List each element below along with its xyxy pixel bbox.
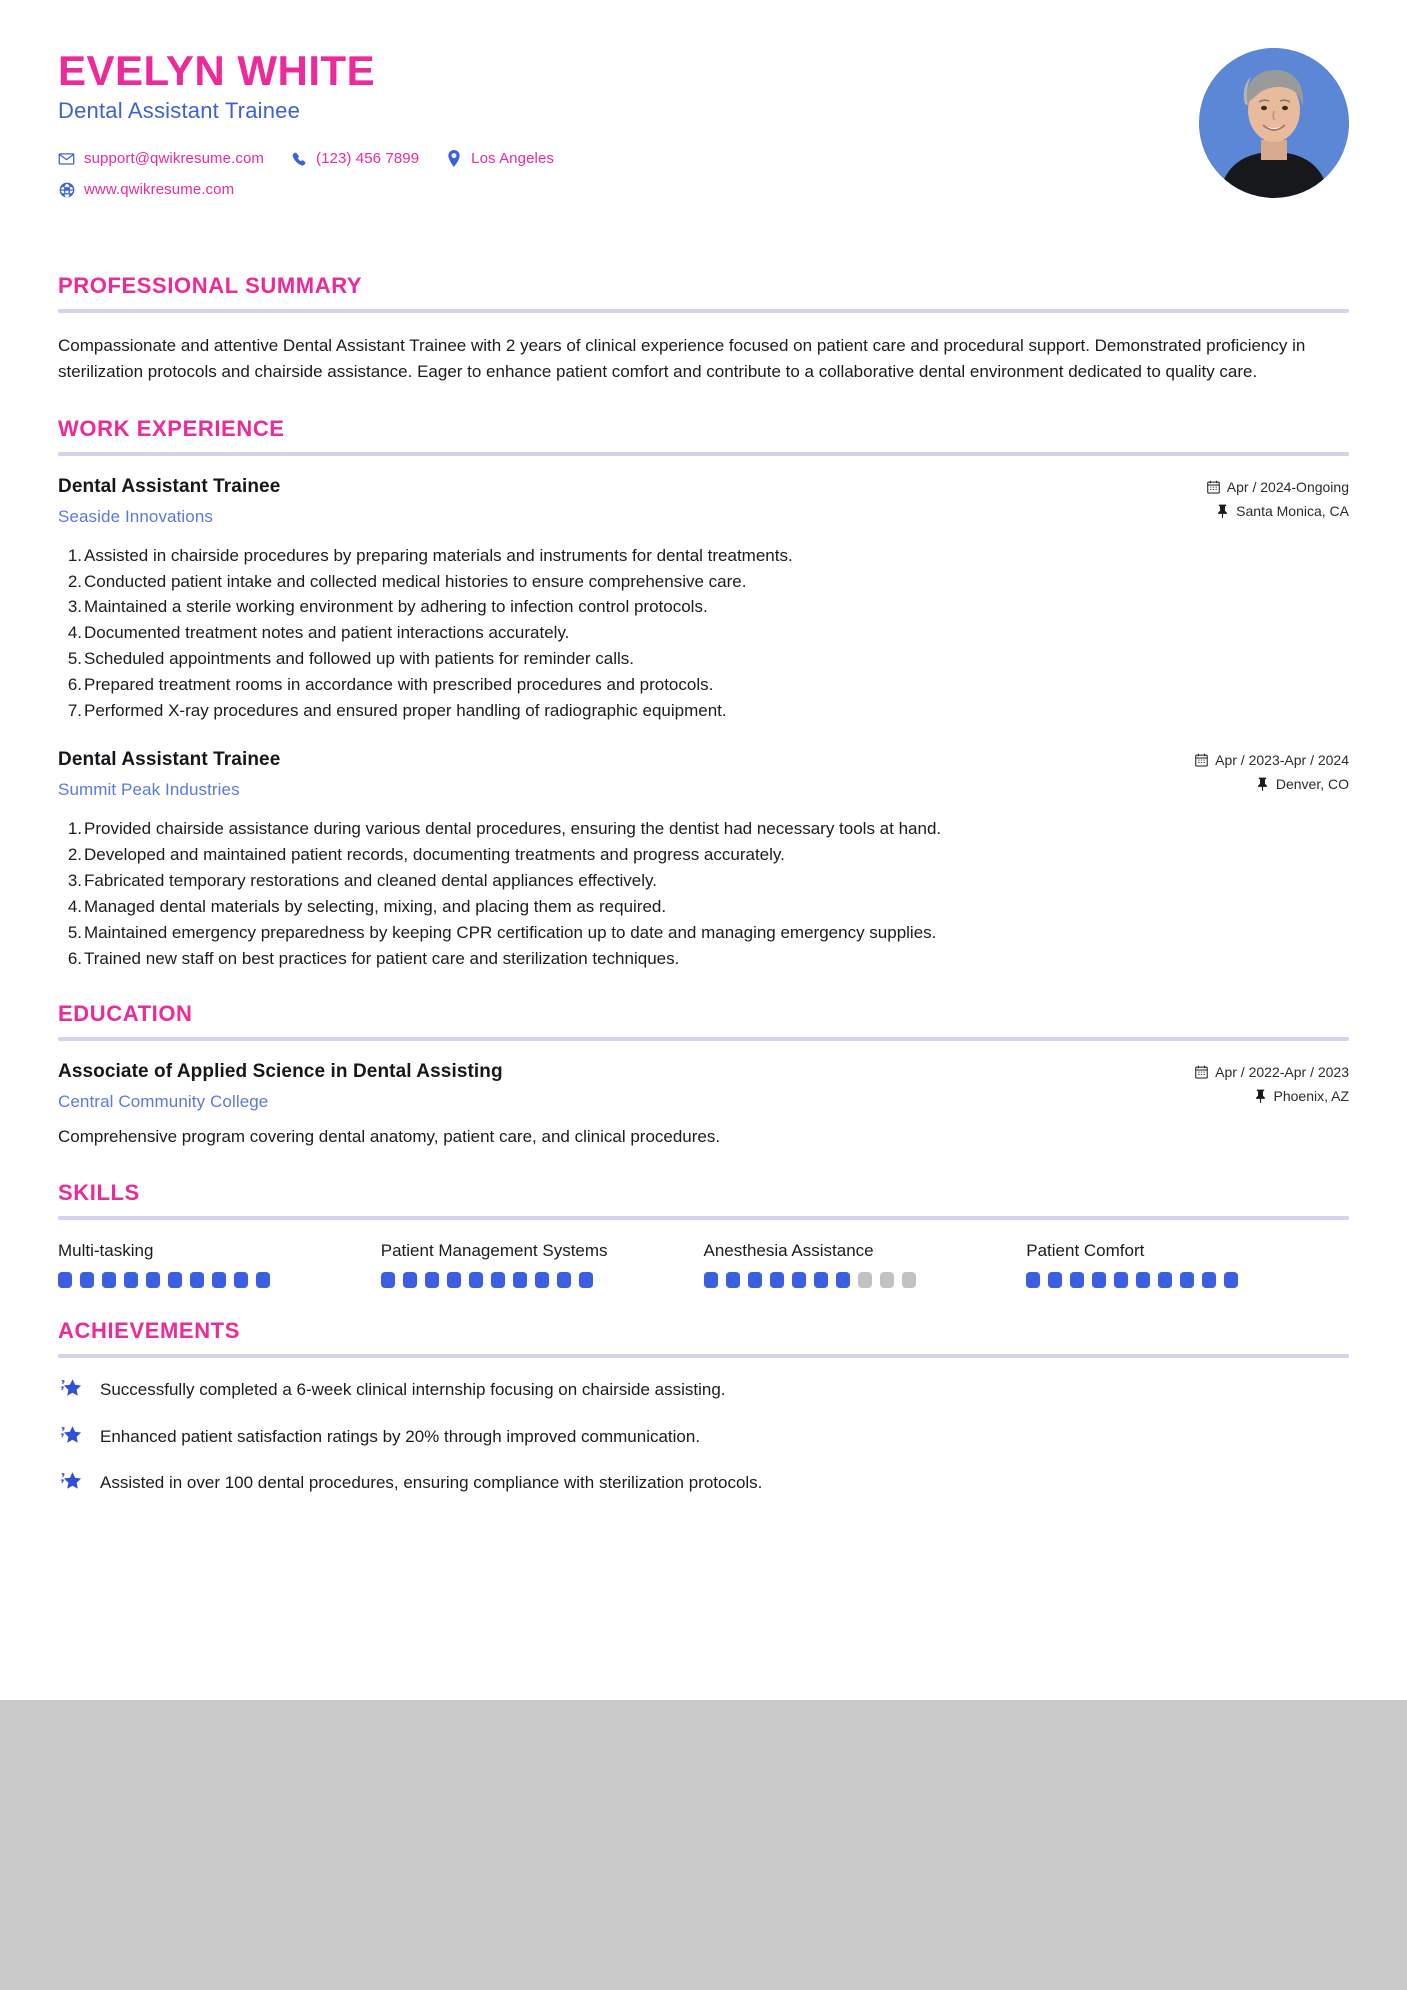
- work-date-line: [1207, 479, 1349, 495]
- page-bottom-area: [0, 1700, 1407, 1990]
- education-location-line: [1195, 1088, 1349, 1104]
- skill-dot-filled: [748, 1272, 762, 1288]
- skill-item: [704, 1240, 1027, 1288]
- list-item: [58, 816, 1349, 842]
- achievement-text: Enhanced patient satisfaction ratings by 20% through improved communication.: [100, 1426, 701, 1446]
- skill-dot-filled: [1158, 1272, 1172, 1288]
- summary-text: Compassionate and attentive Dental Assistant Trainee with 2 years of clinical experience focused on patient care and procedural support. Demonstrated proficiency in sterilization protocols and chairside assistance. Eager to enhance patient comfort and contribute to a collaborative dental environment dedicated to quality care.: [58, 336, 1306, 382]
- work-entry: [58, 476, 1349, 724]
- work-entry-head: [58, 749, 1349, 800]
- skill-rating: [381, 1272, 686, 1288]
- achievement-text: Successfully completed a 6-week clinical internship focusing on chairside assisting.: [100, 1380, 726, 1400]
- work-location-line: [1207, 503, 1349, 519]
- skill-rating: [1026, 1272, 1331, 1288]
- list-item: [58, 594, 1349, 620]
- contact-row-secondary: [58, 181, 1349, 198]
- section-divider: [58, 1354, 1349, 1358]
- bullet-number: 1.: [67, 545, 82, 565]
- work-entry-head: [58, 476, 1349, 527]
- work-bullet-list: [58, 543, 1349, 724]
- bullet-number: 4.: [67, 623, 82, 643]
- work-entry-meta: [1195, 749, 1349, 792]
- skill-dot-filled: [726, 1272, 740, 1288]
- bullet-number: 2.: [67, 845, 82, 865]
- bullet-text: Assisted in chairside procedures by preparing materials and instruments for dental treatments.: [84, 545, 793, 565]
- education-location-text: Phoenix, AZ: [1273, 1088, 1349, 1105]
- skill-dot-empty: [902, 1272, 916, 1288]
- skill-dot-filled: [190, 1272, 204, 1288]
- skill-dot-filled: [1026, 1272, 1040, 1288]
- bullet-text: Maintained emergency preparedness by keeping CPR certification up to date and managing emergency supplies.: [84, 922, 937, 942]
- bullet-text: Fabricated temporary restorations and cleaned dental appliances effectively.: [84, 871, 657, 891]
- envelope-icon: [58, 150, 75, 167]
- skill-dot-filled: [58, 1272, 72, 1288]
- star-icon: [58, 1469, 84, 1495]
- work-entry-meta: [1207, 476, 1349, 519]
- achievement-item: [58, 1425, 1349, 1450]
- location-pin-icon: [445, 150, 462, 167]
- work-entry-left: [58, 749, 1195, 800]
- section-education: [58, 1001, 1349, 1150]
- star-icon: [58, 1423, 84, 1449]
- skill-dot-filled: [212, 1272, 226, 1288]
- list-item: [58, 842, 1349, 868]
- skill-dot-filled: [403, 1272, 417, 1288]
- list-item: [58, 920, 1349, 946]
- star-icon: [58, 1376, 84, 1402]
- skill-dot-filled: [234, 1272, 248, 1288]
- bullet-number: 6.: [67, 948, 82, 968]
- skill-dot-filled: [102, 1272, 116, 1288]
- section-achievements: [58, 1318, 1349, 1496]
- skill-dot-filled: [168, 1272, 182, 1288]
- skill-dot-filled: [1048, 1272, 1062, 1288]
- page-title: EVELYN WHITE: [58, 47, 376, 94]
- list-item: [58, 946, 1349, 972]
- education-entry-head: [58, 1061, 1349, 1112]
- skill-dot-filled: [1114, 1272, 1128, 1288]
- work-date-line: [1195, 752, 1349, 768]
- skill-dot-filled: [1070, 1272, 1084, 1288]
- work-date-text: Apr / 2023-Apr / 2024: [1215, 752, 1349, 769]
- skill-dot-empty: [880, 1272, 894, 1288]
- globe-icon: [58, 181, 75, 198]
- work-entry: [58, 749, 1349, 971]
- bullet-number: 7.: [67, 700, 82, 720]
- work-location-text: Santa Monica, CA: [1236, 502, 1349, 519]
- bullet-text: Prepared treatment rooms in accordance with prescribed procedures and protocols.: [84, 674, 714, 694]
- section-divider: [58, 1037, 1349, 1041]
- bullet-text: Managed dental materials by selecting, mixing, and placing them as required.: [84, 896, 667, 916]
- skill-item: [381, 1240, 704, 1288]
- header-job-title: Dental Assistant Trainee: [58, 98, 301, 124]
- list-item: [58, 672, 1349, 698]
- skill-dot-filled: [513, 1272, 527, 1288]
- contact-location-text: Los Angeles: [471, 150, 554, 168]
- section-title-work: WORK EXPERIENCE: [58, 415, 285, 441]
- skill-dot-filled: [836, 1272, 850, 1288]
- bullet-number: 6.: [67, 674, 82, 694]
- pushpin-icon: [1254, 1089, 1267, 1103]
- skill-dot-filled: [447, 1272, 461, 1288]
- skill-dot-filled: [491, 1272, 505, 1288]
- bullet-text: Trained new staff on best practices for patient care and sterilization techniques.: [84, 948, 680, 968]
- calendar-icon: [1195, 753, 1208, 767]
- bullet-number: 1.: [67, 819, 82, 839]
- education-description: Comprehensive program covering dental anatomy, patient care, and clinical procedures.: [58, 1127, 721, 1147]
- skill-dot-filled: [770, 1272, 784, 1288]
- skill-label: Patient Comfort: [1026, 1240, 1145, 1260]
- work-role: Dental Assistant Trainee: [58, 475, 281, 497]
- work-company: Seaside Innovations: [58, 506, 214, 526]
- skill-dot-filled: [1180, 1272, 1194, 1288]
- education-entry-left: [58, 1061, 1195, 1112]
- list-item: [58, 646, 1349, 672]
- phone-icon: [290, 150, 307, 167]
- bullet-number: 2.: [67, 571, 82, 591]
- skill-dot-filled: [469, 1272, 483, 1288]
- work-location-text: Denver, CO: [1275, 776, 1349, 793]
- skill-dot-filled: [792, 1272, 806, 1288]
- work-location-line: [1195, 776, 1349, 792]
- contact-website[interactable]: [58, 181, 234, 198]
- skill-dot-filled: [1202, 1272, 1216, 1288]
- skill-dot-filled: [535, 1272, 549, 1288]
- bullet-number: 3.: [67, 871, 82, 891]
- calendar-icon: [1195, 1065, 1208, 1079]
- skill-dot-filled: [425, 1272, 439, 1288]
- education-date-line: [1195, 1064, 1349, 1080]
- education-entry: [58, 1061, 1349, 1150]
- bullet-number: 5.: [67, 649, 82, 668]
- skill-dot-filled: [1224, 1272, 1238, 1288]
- section-title-skills: SKILLS: [58, 1179, 140, 1205]
- education-entry-meta: [1195, 1061, 1349, 1104]
- work-role: Dental Assistant Trainee: [58, 749, 281, 771]
- section-divider: [58, 1216, 1349, 1220]
- bullet-text: Maintained a sterile working environment by adhering to infection control protocols.: [84, 597, 708, 617]
- contact-location: [445, 150, 554, 167]
- list-item: [58, 569, 1349, 595]
- work-bullet-list: [58, 816, 1349, 971]
- skill-dot-filled: [814, 1272, 828, 1288]
- list-item: [58, 620, 1349, 646]
- contact-email-text: support@qwikresume.com: [84, 150, 264, 168]
- education-degree: Associate of Applied Science in Dental Assisting: [58, 1061, 503, 1083]
- bullet-number: 3.: [67, 597, 82, 617]
- bullet-text: Performed X-ray procedures and ensured proper handling of radiographic equipment.: [84, 700, 727, 720]
- skill-rating: [58, 1272, 363, 1288]
- bullet-number: 4.: [67, 896, 82, 916]
- skill-dot-empty: [858, 1272, 872, 1288]
- bullet-text: Provided chairside assistance during various dental procedures, ensuring the dentist had necessary tools at hand.: [84, 819, 942, 839]
- list-item: [58, 543, 1349, 569]
- skill-dot-filled: [124, 1272, 138, 1288]
- bullet-text: Developed and maintained patient records, documenting treatments and progress accurately.: [84, 845, 785, 865]
- education-date-text: Apr / 2022-Apr / 2023: [1215, 1064, 1349, 1081]
- section-title-education: EDUCATION: [58, 1001, 193, 1027]
- skill-dot-filled: [1092, 1272, 1106, 1288]
- bullet-text: Documented treatment notes and patient interactions accurately.: [84, 623, 570, 643]
- list-item: [58, 698, 1349, 724]
- work-entry-left: [58, 476, 1207, 527]
- pushpin-icon: [1216, 504, 1229, 518]
- work-date-text: Apr / 2024-Ongoing: [1226, 478, 1349, 495]
- contact-row-primary: [58, 150, 1349, 167]
- achievement-item: [58, 1471, 1349, 1496]
- work-company: Summit Peak Industries: [58, 780, 240, 800]
- skill-label: Patient Management Systems: [380, 1240, 608, 1260]
- skill-dot-filled: [557, 1272, 571, 1288]
- pushpin-icon: [1256, 777, 1269, 791]
- skill-item: [1026, 1240, 1349, 1288]
- skill-dot-filled: [256, 1272, 270, 1288]
- section-divider: [58, 452, 1349, 456]
- skill-dot-filled: [381, 1272, 395, 1288]
- skill-dot-filled: [704, 1272, 718, 1288]
- section-divider: [58, 309, 1349, 313]
- skills-grid: [58, 1240, 1349, 1288]
- resume-header: [58, 48, 1349, 243]
- skill-dot-filled: [1136, 1272, 1150, 1288]
- bullet-text: Scheduled appointments and followed up with patients for reminder calls.: [84, 649, 634, 668]
- contact-phone[interactable]: [290, 150, 419, 167]
- avatar: [1199, 48, 1349, 198]
- contact-phone-text: (123) 456 7899: [316, 150, 420, 168]
- education-school: Central Community College: [58, 1092, 269, 1112]
- skill-label: Anesthesia Assistance: [703, 1240, 874, 1260]
- bullet-number: 5.: [67, 922, 82, 942]
- section-title-summary: PROFESSIONAL SUMMARY: [58, 273, 363, 298]
- section-work-experience: [58, 416, 1349, 972]
- list-item: [58, 894, 1349, 920]
- skill-label: Multi-tasking: [58, 1240, 154, 1260]
- contact-website-text: www.qwikresume.com: [84, 181, 235, 199]
- skill-rating: [704, 1272, 1009, 1288]
- contact-email[interactable]: [58, 150, 264, 167]
- skill-item: [58, 1240, 381, 1288]
- section-title-achievements: ACHIEVEMENTS: [58, 1318, 240, 1344]
- section-professional-summary: [58, 273, 1349, 386]
- bullet-text: Conducted patient intake and collected medical histories to ensure comprehensive care.: [84, 571, 747, 591]
- skill-dot-filled: [146, 1272, 160, 1288]
- skill-dot-filled: [80, 1272, 94, 1288]
- achievement-text: Assisted in over 100 dental procedures, ensuring compliance with sterilization protocols.: [100, 1473, 763, 1493]
- calendar-icon: [1207, 480, 1220, 494]
- achievement-item: [58, 1378, 1349, 1403]
- list-item: [58, 868, 1349, 894]
- section-skills: [58, 1180, 1349, 1288]
- skill-dot-filled: [579, 1272, 593, 1288]
